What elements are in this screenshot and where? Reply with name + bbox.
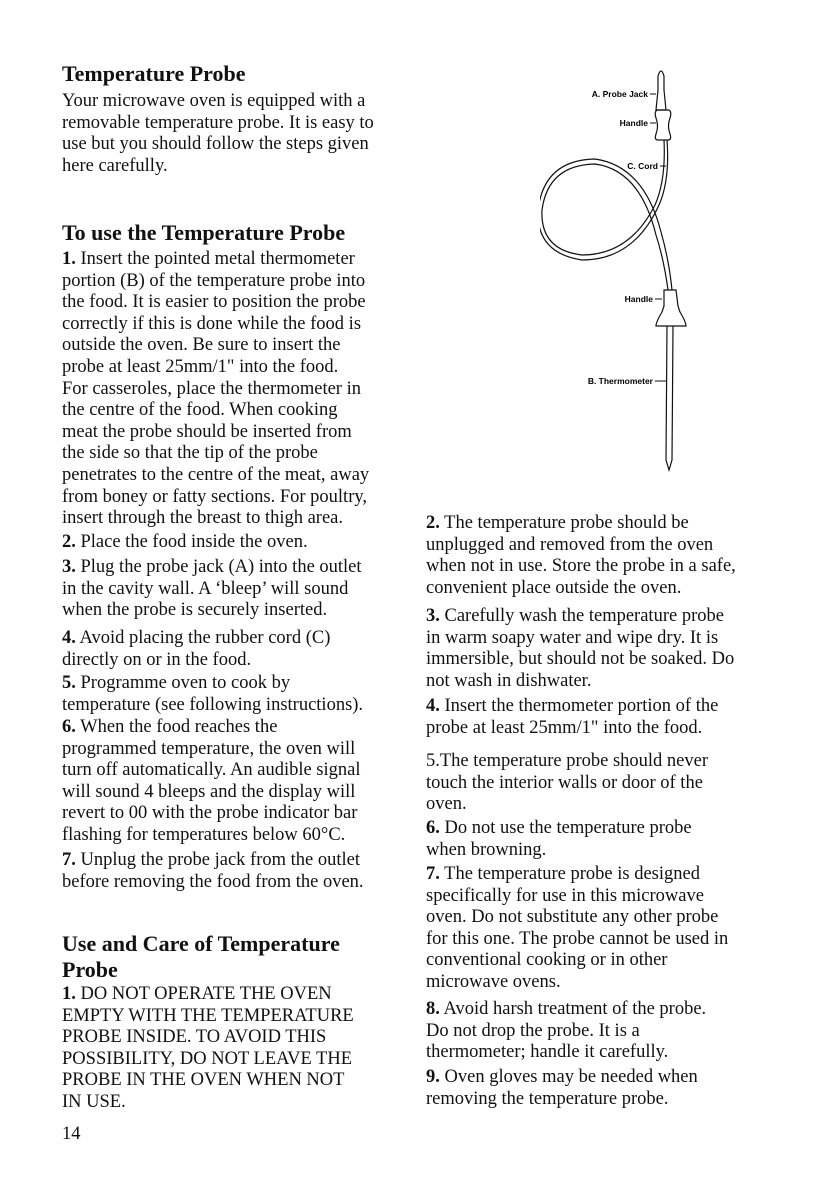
bottom-handle <box>656 290 686 326</box>
item-number: 6. <box>426 818 440 838</box>
item-number: 1. <box>62 984 76 1004</box>
intro-paragraph: Your microwave oven is equipped with a removable temperature probe. It is easy to use but you should follow the steps given here carefully. <box>62 91 374 176</box>
item-number: 5. <box>62 673 76 693</box>
label-handle-top: Handle <box>619 118 648 128</box>
item-number: 8. <box>426 999 440 1019</box>
item-text: The temperature probe is designed specifically for use in this microwave oven. Do not substitute any other probe for this one. The probe cannot be used in conventional cooking or in other microwave ovens. <box>426 864 729 992</box>
list-item <box>426 1067 698 1110</box>
list-item <box>426 818 692 861</box>
item-number: 3. <box>62 557 76 577</box>
list-item <box>426 999 706 1064</box>
item-text: DO NOT OPERATE THE OVEN EMPTY WITH THE TEMPERATURE PROBE INSIDE. TO AVOID THIS POSSIBILITY, DO NOT LEAVE THE PROBE IN THE OVEN WHEN NOT IN USE. <box>62 984 354 1112</box>
item-text: Plug the probe jack (A) into the outlet in the cavity wall. A ‘bleep’ will sound when the probe is securely inserted. <box>62 557 362 621</box>
list-item <box>62 717 361 847</box>
label-handle-bottom: Handle <box>624 294 653 304</box>
page-number: 14 <box>62 1124 81 1144</box>
list-item <box>62 850 364 893</box>
item-number: 7. <box>426 864 440 884</box>
item-text: Carefully wash the temperature probe in warm soapy water and wipe dry. It is immersible, but should not be soaked. Do not wash in dishwater. <box>426 606 735 691</box>
item-number: 2. <box>426 513 440 533</box>
temperature-probe-diagram <box>540 60 700 480</box>
item-text: Unplug the probe jack from the outlet before removing the food from the oven. <box>62 850 364 892</box>
thermometer-shaft <box>666 326 673 470</box>
item-text: Place the food inside the oven. <box>75 532 308 552</box>
item-number: 2. <box>62 532 76 552</box>
list-item <box>426 606 734 692</box>
probe-jack <box>656 71 666 110</box>
list-item <box>426 513 736 599</box>
list-item <box>426 751 708 816</box>
list-item <box>62 249 369 530</box>
list-item <box>426 864 728 994</box>
item-number: 4. <box>62 628 76 648</box>
list-item <box>62 557 362 622</box>
item-text: Insert the pointed metal thermometer portion (B) of the temperature probe into the food. It is easier to position the probe correctly if this is done while the food is outside the oven. Be sure to insert the probe at least 25mm/1" into the food. For casseroles, place the thermometer in the centre of the food. When cooking meat the probe should be inserted from the side so that the tip of the probe penetrates to the centre of the meat, away from boney or fatty sections. For poultry, insert through the breast to thigh area. <box>62 249 370 529</box>
item-text: When the food reaches the programmed temperature, the oven will turn off automatically. An audible signal will sound 4 bleeps and the display will revert to 00 with the probe indicator bar flashing for temperatures below 60°C. <box>62 717 361 845</box>
item-text: Avoid harsh treatment of the probe. Do not drop the probe. It is a thermometer; handle it carefully. <box>426 999 707 1063</box>
item-number: 1. <box>62 249 76 269</box>
care-heading: Use and Care of Temperature Probe <box>62 931 340 982</box>
item-number: 4. <box>426 696 440 716</box>
item-text: Oven gloves may be needed when removing the temperature probe. <box>426 1067 698 1109</box>
item-text: Programme oven to cook by temperature (see following instructions). <box>62 673 364 715</box>
item-number: 6. <box>62 717 76 737</box>
item-number: 7. <box>62 850 76 870</box>
item-text: Insert the thermometer portion of the probe at least 25mm/1" into the food. <box>426 696 719 738</box>
item-text: 5.The temperature probe should never touch the interior walls or door of the oven. <box>426 751 709 815</box>
item-text: Avoid placing the rubber cord (C) directly on or in the food. <box>62 628 331 670</box>
list-item <box>426 696 718 739</box>
list-item <box>62 532 308 554</box>
section-title: Temperature Probe <box>62 61 246 86</box>
care-item <box>62 984 354 1114</box>
use-heading: To use the Temperature Probe <box>62 220 346 245</box>
list-item <box>62 628 330 671</box>
label-cord: C. Cord <box>627 161 658 171</box>
list-item <box>62 673 363 716</box>
item-text: The temperature probe should be unplugged and removed from the oven when not in use. Store the probe in a safe, convenient place outside the oven. <box>426 513 736 598</box>
label-probe-jack: A. Probe Jack <box>591 89 648 99</box>
item-number: 3. <box>426 606 440 626</box>
top-handle <box>655 110 671 140</box>
item-text: Do not use the temperature probe when browning. <box>426 818 692 860</box>
item-number: 9. <box>426 1067 440 1087</box>
label-thermometer: B. Thermometer <box>587 376 653 386</box>
